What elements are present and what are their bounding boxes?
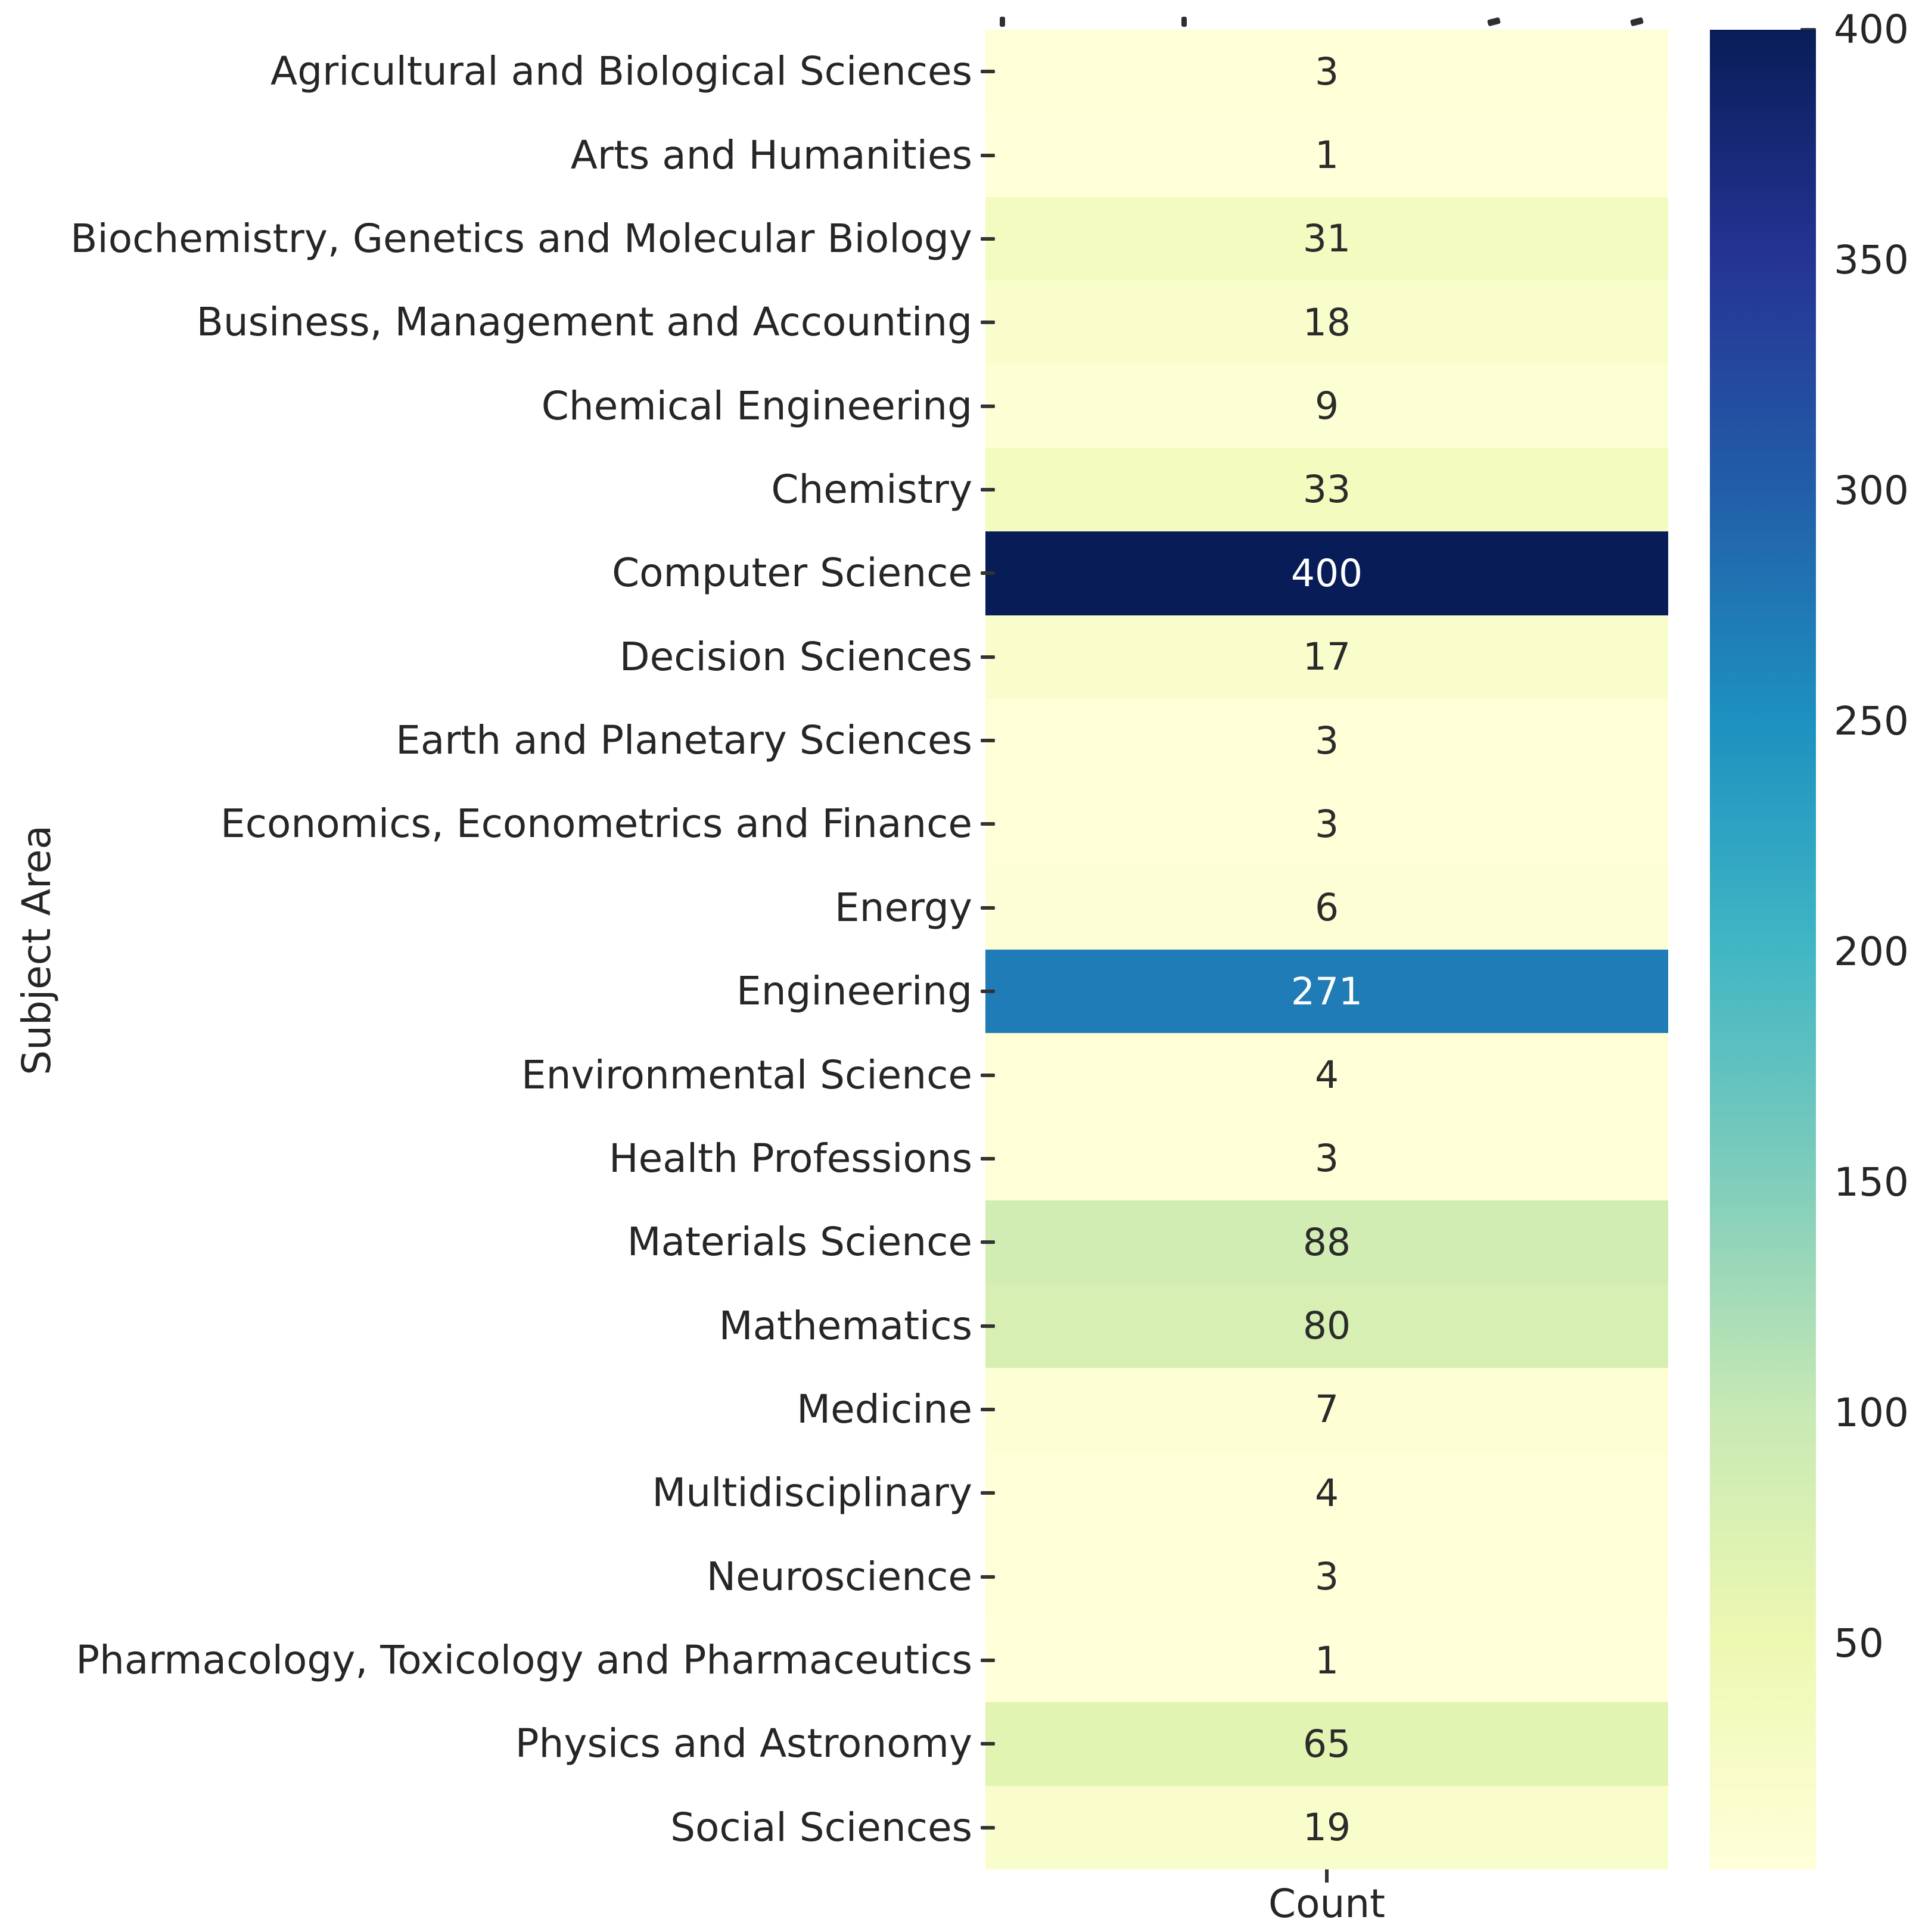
y-tick-mark [981, 655, 995, 659]
y-tick-mark [981, 1324, 995, 1328]
colorbar-tick-label: 150 [1834, 1159, 1909, 1205]
y-tick-label: Engineering [736, 968, 972, 1015]
cell-value: 17 [1302, 635, 1351, 679]
y-tick-mark [981, 1575, 995, 1579]
cell-value: 1 [1314, 133, 1339, 178]
y-tick-label: Mathematics [719, 1302, 972, 1349]
y-tick-label: Environmental Science [521, 1051, 972, 1098]
cell-value: 400 [1290, 551, 1363, 595]
cell-value: 1 [1314, 1638, 1339, 1682]
y-tick-label: Health Professions [609, 1135, 972, 1181]
heatmap-row [985, 1033, 1668, 1116]
colorbar-tick-label: 300 [1834, 467, 1909, 514]
colorbar [1710, 30, 1816, 1869]
cell-value: 33 [1302, 468, 1351, 512]
heatmap-row [985, 866, 1668, 950]
y-tick-mark [981, 237, 995, 241]
y-tick-label: Materials Science [627, 1219, 972, 1265]
cell-value: 9 [1314, 384, 1339, 428]
heatmap-row [985, 448, 1668, 531]
heatmap-row [985, 1786, 1668, 1869]
y-tick-label: Arts and Humanities [570, 132, 972, 178]
cell-value: 4 [1314, 1471, 1339, 1515]
cell-value: 3 [1314, 718, 1339, 763]
y-tick-mark [981, 1826, 995, 1830]
heatmap-row [985, 1702, 1668, 1785]
y-tick-mark [981, 154, 995, 157]
y-tick-label: Computer Science [612, 550, 972, 596]
colorbar-tick-label: 350 [1834, 237, 1909, 283]
colorbar-tick-label: 100 [1834, 1389, 1909, 1436]
cell-value: 31 [1302, 217, 1351, 261]
y-tick-mark [981, 990, 995, 993]
y-tick-mark [981, 1659, 995, 1662]
y-tick-label: Economics, Econometrics and Finance [220, 801, 972, 847]
x-axis-title: Count [1268, 1881, 1385, 1927]
heatmap-row [985, 615, 1668, 699]
cell-value: 6 [1314, 886, 1339, 930]
cropped-text-artifact [1181, 17, 1187, 27]
heatmap-row [985, 1284, 1668, 1367]
y-tick-mark [981, 1742, 995, 1746]
colorbar-tick-label: 400 [1834, 7, 1909, 52]
y-tick-label: Decision Sciences [619, 633, 972, 680]
cell-value: 18 [1302, 300, 1351, 344]
y-tick-label: Energy [834, 884, 972, 931]
y-tick-mark [981, 1074, 995, 1077]
y-tick-label: Neuroscience [706, 1553, 972, 1600]
y-tick-mark [981, 1240, 995, 1244]
y-tick-label: Earth and Planetary Sciences [396, 717, 972, 764]
y-tick-mark [981, 70, 995, 73]
heatmap-row [985, 1619, 1668, 1702]
y-tick-label: Multidisciplinary [652, 1470, 972, 1516]
cell-value: 3 [1314, 1555, 1339, 1599]
heatmap-row [985, 531, 1668, 615]
cropped-text-artifact [1630, 17, 1644, 27]
cell-value: 4 [1314, 1053, 1339, 1097]
y-tick-label: Medicine [797, 1386, 972, 1432]
y-tick-label: Physics and Astronomy [515, 1721, 972, 1767]
cell-value: 7 [1314, 1387, 1339, 1432]
y-tick-mark [981, 1491, 995, 1495]
heatmap-grid [985, 30, 1668, 1869]
heatmap-row [985, 364, 1668, 447]
y-tick-label: Chemistry [771, 466, 972, 512]
heatmap-row [985, 782, 1668, 866]
y-tick-mark [981, 739, 995, 742]
cell-value: 3 [1314, 1137, 1339, 1181]
y-tick-mark [981, 405, 995, 408]
y-tick-mark [981, 571, 995, 575]
heatmap-row [985, 1117, 1668, 1200]
heatmap-row [985, 281, 1668, 364]
colorbar-tick-label: 50 [1834, 1620, 1884, 1666]
cell-value: 3 [1314, 802, 1339, 846]
heatmap-row [985, 1368, 1668, 1451]
heatmap-row [985, 1535, 1668, 1618]
y-axis-title: Subject Area [14, 825, 60, 1075]
heatmap-row [985, 1200, 1668, 1284]
y-tick-mark [981, 1157, 995, 1161]
y-tick-label: Agricultural and Biological Sciences [270, 48, 972, 95]
colorbar-tick-label: 200 [1834, 928, 1909, 975]
y-tick-label: Biochemistry, Genetics and Molecular Biology [70, 215, 972, 262]
y-tick-mark [981, 1408, 995, 1411]
cell-value: 88 [1302, 1220, 1351, 1264]
cropped-text-artifact [1487, 17, 1501, 27]
heatmap-row [985, 30, 1668, 113]
heatmap-row [985, 699, 1668, 782]
heatmap-row [985, 113, 1668, 197]
y-tick-label: Business, Management and Accounting [196, 299, 972, 346]
cell-value: 65 [1302, 1722, 1351, 1766]
y-tick-label: Pharmacology, Toxicology and Pharmaceutics [76, 1637, 972, 1684]
y-tick-mark [981, 321, 995, 324]
heatmap-row [985, 197, 1668, 281]
y-tick-label: Social Sciences [670, 1804, 972, 1850]
y-tick-label: Chemical Engineering [541, 382, 972, 429]
cell-value: 80 [1302, 1304, 1351, 1348]
cell-value: 3 [1314, 49, 1339, 94]
y-tick-mark [981, 822, 995, 826]
colorbar-tick-label: 250 [1834, 698, 1909, 744]
y-tick-mark [981, 488, 995, 491]
heatmap-row [985, 1451, 1668, 1535]
cell-value: 19 [1302, 1806, 1351, 1850]
y-tick-mark [981, 906, 995, 910]
cropped-text-artifact [1000, 17, 1005, 27]
heatmap-row [985, 950, 1668, 1033]
cell-value: 271 [1290, 969, 1363, 1013]
